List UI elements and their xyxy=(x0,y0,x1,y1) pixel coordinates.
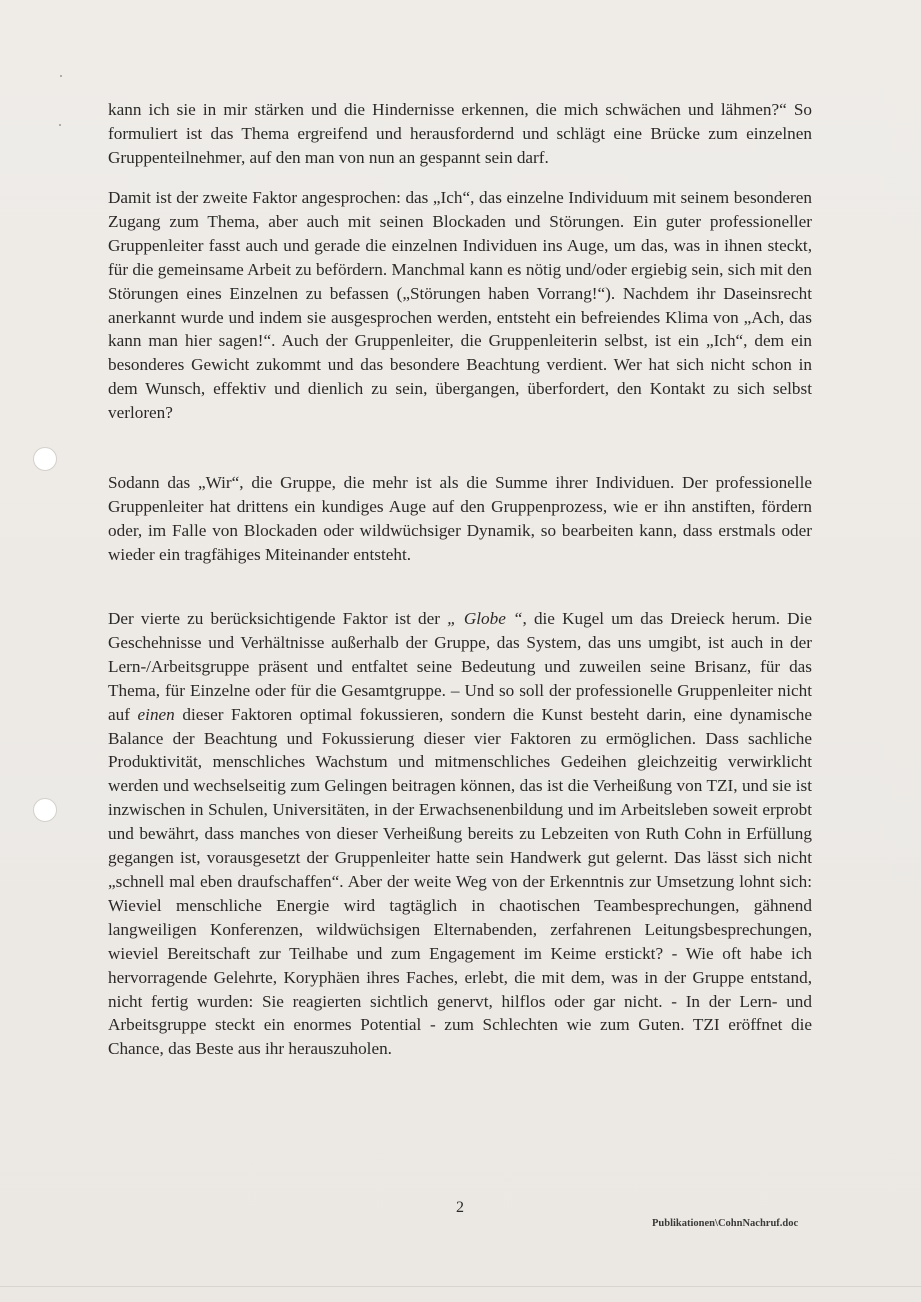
text-run: Der vierte zu berücksichtigende Faktor ist der xyxy=(108,609,448,628)
scan-speck xyxy=(60,75,62,77)
paragraph-2 xyxy=(108,186,812,425)
paragraph-text: kann ich sie in mir stärken und die Hindernisse erkennen, die mich schwächen und lähmen?“ So formuliert ist das Thema ergreifend und herausfordernd und schlägt eine Brücke zum einzelnen Gruppenteilnehmer, auf den man von nun an gespannt sein darf. xyxy=(108,100,812,167)
text-run: , die Kugel um das Dreieck herum. Die Geschehnisse und Verhältnisse außerhalb der Gruppe, das System, das uns umgibt, ist auch in der Lern-/Arbeitsgruppe präsent und entfaltet seine Bedeutung und zuweilen seine Brisanz, für das Thema, für Einzelne oder für die Gesamtgruppe. – Und so soll der professionelle Gruppenleiter nicht auf xyxy=(108,609,813,724)
paragraph-text: Damit ist der zweite Faktor angesprochen: das „Ich“, das einzelne Individuum mit seinem besonderen Zugang zum Thema, aber auch mit seinen Blockaden und Störungen. Ein guter professioneller Gruppenleiter fasst auch und gerade die einzelnen Individuen ins Auge, um das, was in ihnen steckt, für die gemeinsame Arbeit zu befördern. Manchmal kann es nötig und/oder ergiebig sein, sich mit den Störungen eines Einzelnen zu befassen („Störungen haben Vorrang!“). Nachdem ihr Daseinsrecht anerkannt wurde und indem sie ausgesprochen werden, entsteht ein befreiendes Klima von „Ach, das kann man hier sagen!“. Auch der Gruppenleiter, die Gruppenleiterin selbst, ist ein „Ich“, dem ein besonderes Gewicht zukommt und das besondere Beachtung verdient. Wer hat sich nicht schon in dem Wunsch, effektiv und dienlich zu sein, übergangen, überfordert, den Kontakt zu sich selbst verloren? xyxy=(108,188,812,423)
paragraph-text xyxy=(108,607,812,1061)
page-edge-line xyxy=(0,1286,921,1287)
footer-file-path: Publikationen\CohnNachruf.doc xyxy=(652,1218,799,1229)
text-run: dieser Faktoren optimal fokussieren, sondern die Kunst besteht darin, eine dynamische Balance der Beachtung und Fokussierung dieser vier Faktoren zu ermöglichen. Dass sachliche Produktivität, menschliches Wachstum und mitmenschliches Gedeihen gleichzeitig verwirklicht werden und wechselseitig zum Gelingen beitragen können, das ist die Verheißung von TZI, und sie ist inzwischen in Schulen, Universitäten, in der Erwachsenenbildung und im Arbeitsleben soweit erprobt und bewährt, dass manches von dieser Verheißung bereits zu Lebzeiten von Ruth Cohn in Erfüllung gegangen ist, vorausgesetzt der Gruppenleiter hatte sein Handwerk gut gelernt. Das lässt sich nicht „schnell mal eben draufschaffen“. Aber der weite Weg von der Erkenntnis zur Umsetzung lohnt sich: Wieviel menschliche Energie wird tagtäglich in chaotischen Teambesprechungen, gähnend langweiligen Konferenzen, wildwüchsigen Elternabenden, zerfahrenen Leitungsbesprechungen, wieviel Bereitschaft zur Teilhabe und zum Engagement im Keime erstickt? - Wie oft habe ich hervorragende Gelehrte, Koryphäen ihres Faches, erlebt, die mit dem, was in der Gruppe entstand, nicht fertig wurden: Sie reagierten sichtlich genervt, hilflos oder gar nicht. - In der Lern- und Arbeitsgruppe steckt ein enormes Potential - zum Schlechten wie zum Guten. TZI eröffnet die Chance, das Beste aus ihr herauszuholen. xyxy=(108,704,812,1059)
page-number: 2 xyxy=(456,1199,464,1216)
punch-hole xyxy=(33,798,57,822)
paragraph-3 xyxy=(108,471,812,567)
emphasis-einen: einen xyxy=(137,704,175,724)
scan-speck xyxy=(59,124,61,126)
paragraph-1 xyxy=(108,98,812,170)
paragraph-text: Sodann das „Wir“, die Gruppe, die mehr ist als die Summe ihrer Individuen. Der professionelle Gruppenleiter hat drittens ein kundiges Auge auf den Gruppenprozess, wie er ihn anstiften, fördern oder, im Falle von Blockaden oder wildwüchsiger Dynamik, so bearbeiten kann, dass erstmals oder wieder ein tragfähiges Miteinander entsteht. xyxy=(108,473,812,564)
punch-hole xyxy=(33,447,57,471)
globe-term: „ Globe “ xyxy=(447,609,523,628)
paragraph-4 xyxy=(108,607,812,1061)
